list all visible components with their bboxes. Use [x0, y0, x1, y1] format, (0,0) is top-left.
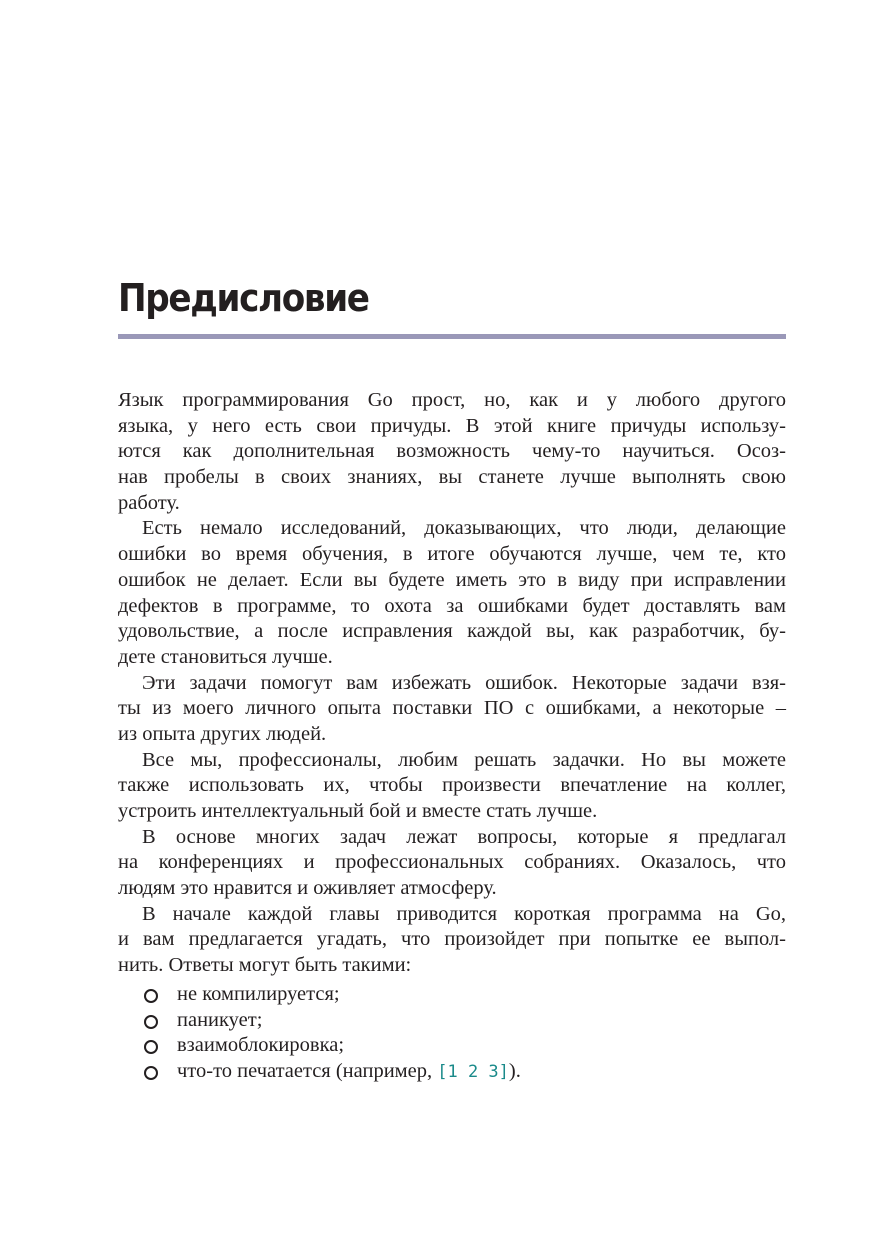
paragraph — [118, 748, 786, 825]
list-item — [118, 1033, 786, 1059]
list-item — [118, 1008, 786, 1034]
page-title: Предисловие — [118, 276, 369, 320]
title-rule — [118, 334, 786, 339]
body-text — [118, 388, 786, 1085]
list-item — [118, 982, 786, 1008]
text-line: удовольствие, а после исправления каждой вы, как разработчик, бу- — [118, 620, 786, 643]
list-item-text: не компилируется; — [177, 982, 340, 1005]
text-line: Есть немало исследований, доказывающих, что люди, делающие — [142, 517, 786, 540]
list-item-text: что-то печатается (например, — [177, 1059, 438, 1082]
circle-bullet-icon — [144, 1066, 158, 1080]
text-line: языка, у него есть свои причуды. В этой книге причуды использу- — [118, 414, 786, 437]
text-line: В основе многих задач лежат вопросы, которые я предлагал — [142, 825, 786, 848]
text-line: дефектов в программе, то охота за ошибками будет доставлять вам — [118, 594, 786, 617]
paragraph — [118, 902, 786, 979]
text-line: ты из моего личного опыта поставки ПО с ошибками, а некоторые – — [118, 697, 786, 720]
text-line: и вам предлагается угадать, что произойдет при попытке ее выпол- — [118, 928, 786, 951]
list-item-text: взаимоблокировка; — [177, 1034, 345, 1057]
text-line: также использовать их, чтобы произвести впечатление на коллег, — [118, 774, 786, 797]
text-line: работу. — [118, 491, 180, 514]
text-line: Все мы, профессионалы, любим решать задачки. Но вы можете — [142, 748, 786, 771]
text-line: ошибок не делает. Если вы будете иметь это в виду при исправлении — [118, 568, 786, 591]
text-line: Эти задачи помогут вам избежать ошибок. Некоторые задачи взя- — [142, 671, 786, 694]
text-line: нав пробелы в своих знаниях, вы станете лучше выполнять свою — [118, 466, 786, 489]
circle-bullet-icon — [144, 1015, 158, 1029]
list-item-text: паникует; — [177, 1008, 263, 1031]
text-line: нить. Ответы могут быть такими: — [118, 954, 412, 977]
circle-bullet-icon — [144, 989, 158, 1003]
circle-bullet-icon — [144, 1040, 158, 1054]
paragraph — [118, 671, 786, 748]
answer-list — [118, 982, 786, 1085]
text-line: на конференциях и профессиональных собраниях. Оказалось, что — [118, 851, 786, 874]
paragraph — [118, 388, 786, 516]
text-line: дете становиться лучше. — [118, 645, 333, 668]
paragraph — [118, 516, 786, 670]
list-item — [118, 1059, 786, 1085]
text-line: из опыта других людей. — [118, 722, 327, 745]
text-line: ошибки во время обучения, в итоге обучаются лучше, чем те, кто — [118, 543, 786, 566]
text-line: Язык программирования Go прост, но, как и у любого другого — [118, 389, 786, 411]
paragraphs — [118, 388, 786, 979]
text-line: В начале каждой главы приводится короткая программа на Go, — [142, 902, 786, 925]
paragraph — [118, 825, 786, 902]
inline-code: [1 2 3] — [437, 1061, 509, 1082]
text-line: ются как дополнительная возможность чему-то научиться. Осоз- — [118, 440, 786, 463]
list-item-text-after: ). — [508, 1059, 521, 1082]
text-line: устроить интеллектуальный бой и вместе стать лучше. — [118, 800, 598, 822]
text-line: людям это нравится и оживляет атмосферу. — [118, 877, 497, 900]
